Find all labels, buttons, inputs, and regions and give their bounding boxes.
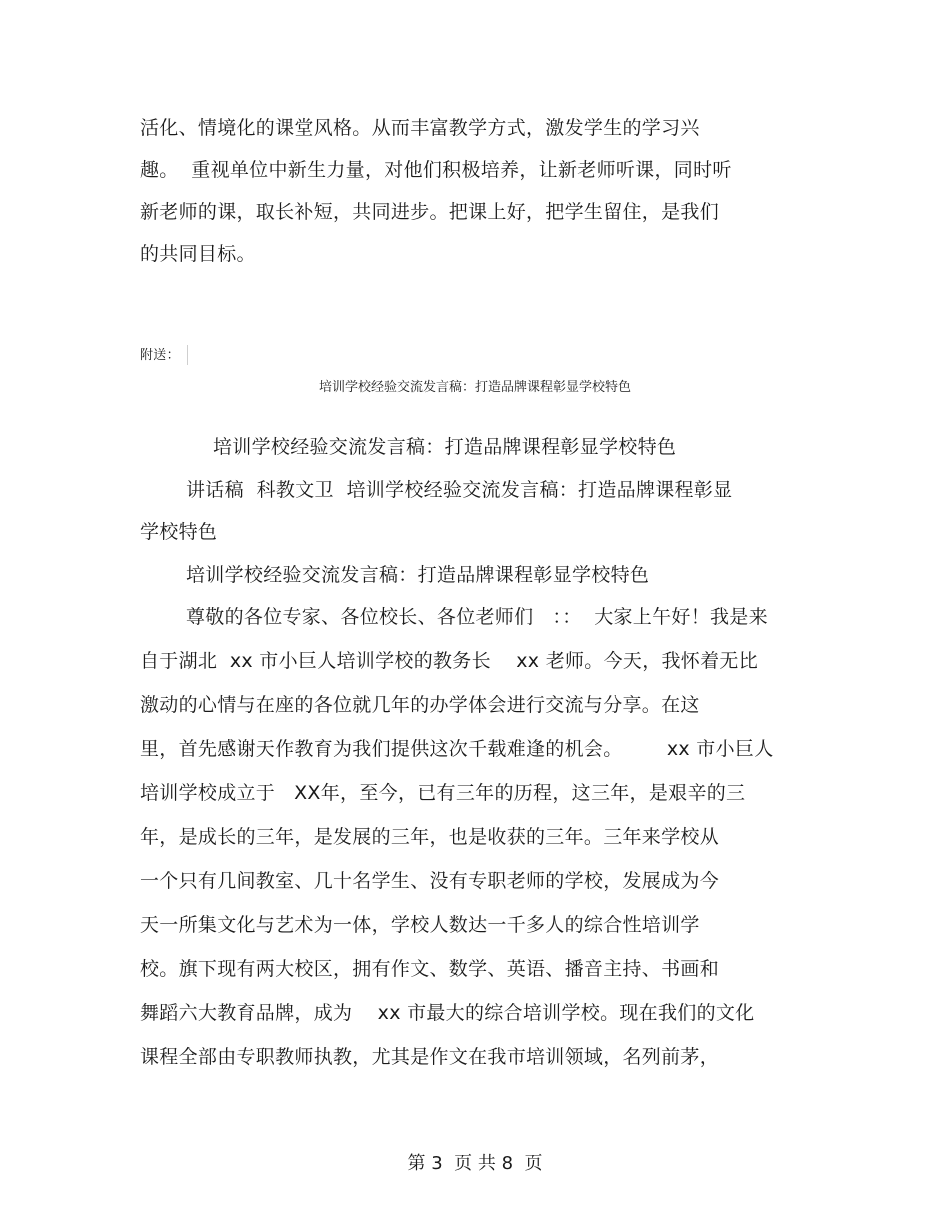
text-line: 课程全部由专职教师执教，尤其是作文在我市培训领域，名列前茅， [140, 1046, 720, 1068]
meta-line: 学校特色 [140, 521, 218, 543]
text-line: 尊敬的各位专家、各位校长、各位老师们 ：： 大家上午好！我是来 [186, 606, 768, 628]
text-line: 校。旗下现有两大校区，拥有作文、数学、英语、播音主持、书画和 [140, 958, 720, 980]
text-line: 新老师的课，取长补短，共同进步。把课上好，把学生留住，是我们 [140, 201, 720, 223]
text-line: 一个只有几间教室、几十名学生、没有专职老师的学校，发展成为今 [140, 870, 720, 892]
divider [187, 345, 188, 365]
text-line: 舞蹈六大教育品牌，成为 xx 市最大的综合培训学校。现在我们的文化 [140, 1002, 755, 1024]
text-line: 趣。 重视单位中新生力量，对他们积极培养，让新老师听课，同时听 [140, 159, 732, 181]
text-line: 天一所集文化与艺术为一体，学校人数达一千多人的综合性培训学 [140, 914, 700, 936]
text-line: 的共同目标。 [140, 243, 256, 265]
text-line: 自于湖北 xx 市小巨人培训学校的教务长 xx 老师。今天，我怀着无比 [140, 650, 758, 672]
text-line: 培训学校成立于 XX年，至今，已有三年的历程，这三年，是艰辛的三 [140, 782, 746, 804]
text-line: 激动的心情与在座的各位就几年的办学体会进行交流与分享。在这 [140, 694, 700, 716]
text-line: 活化、情境化的课堂风格。从而丰富教学方式，激发学生的学习兴 [140, 117, 700, 139]
page-footer: 第 3 页 共 8 页 [407, 1153, 543, 1174]
text-line: 里，首先感谢天作教育为我们提供这次千载难逢的机会。 xx 市小巨人 [140, 738, 774, 760]
repeat-title: 培训学校经验交流发言稿：打造品牌课程彰显学校特色 [186, 564, 650, 586]
text-line: 年，是成长的三年，是发展的三年，也是收获的三年。三年来学校从 [140, 826, 720, 848]
small-title: 培训学校经验交流发言稿：打造品牌课程彰显学校特色 [318, 380, 631, 395]
attachment-label: 附送： [140, 348, 180, 363]
meta-line: 讲话稿 科教文卫 培训学校经验交流发言稿：打造品牌课程彰显 [186, 479, 733, 501]
main-title: 培训学校经验交流发言稿：打造品牌课程彰显学校特色 [213, 436, 677, 458]
